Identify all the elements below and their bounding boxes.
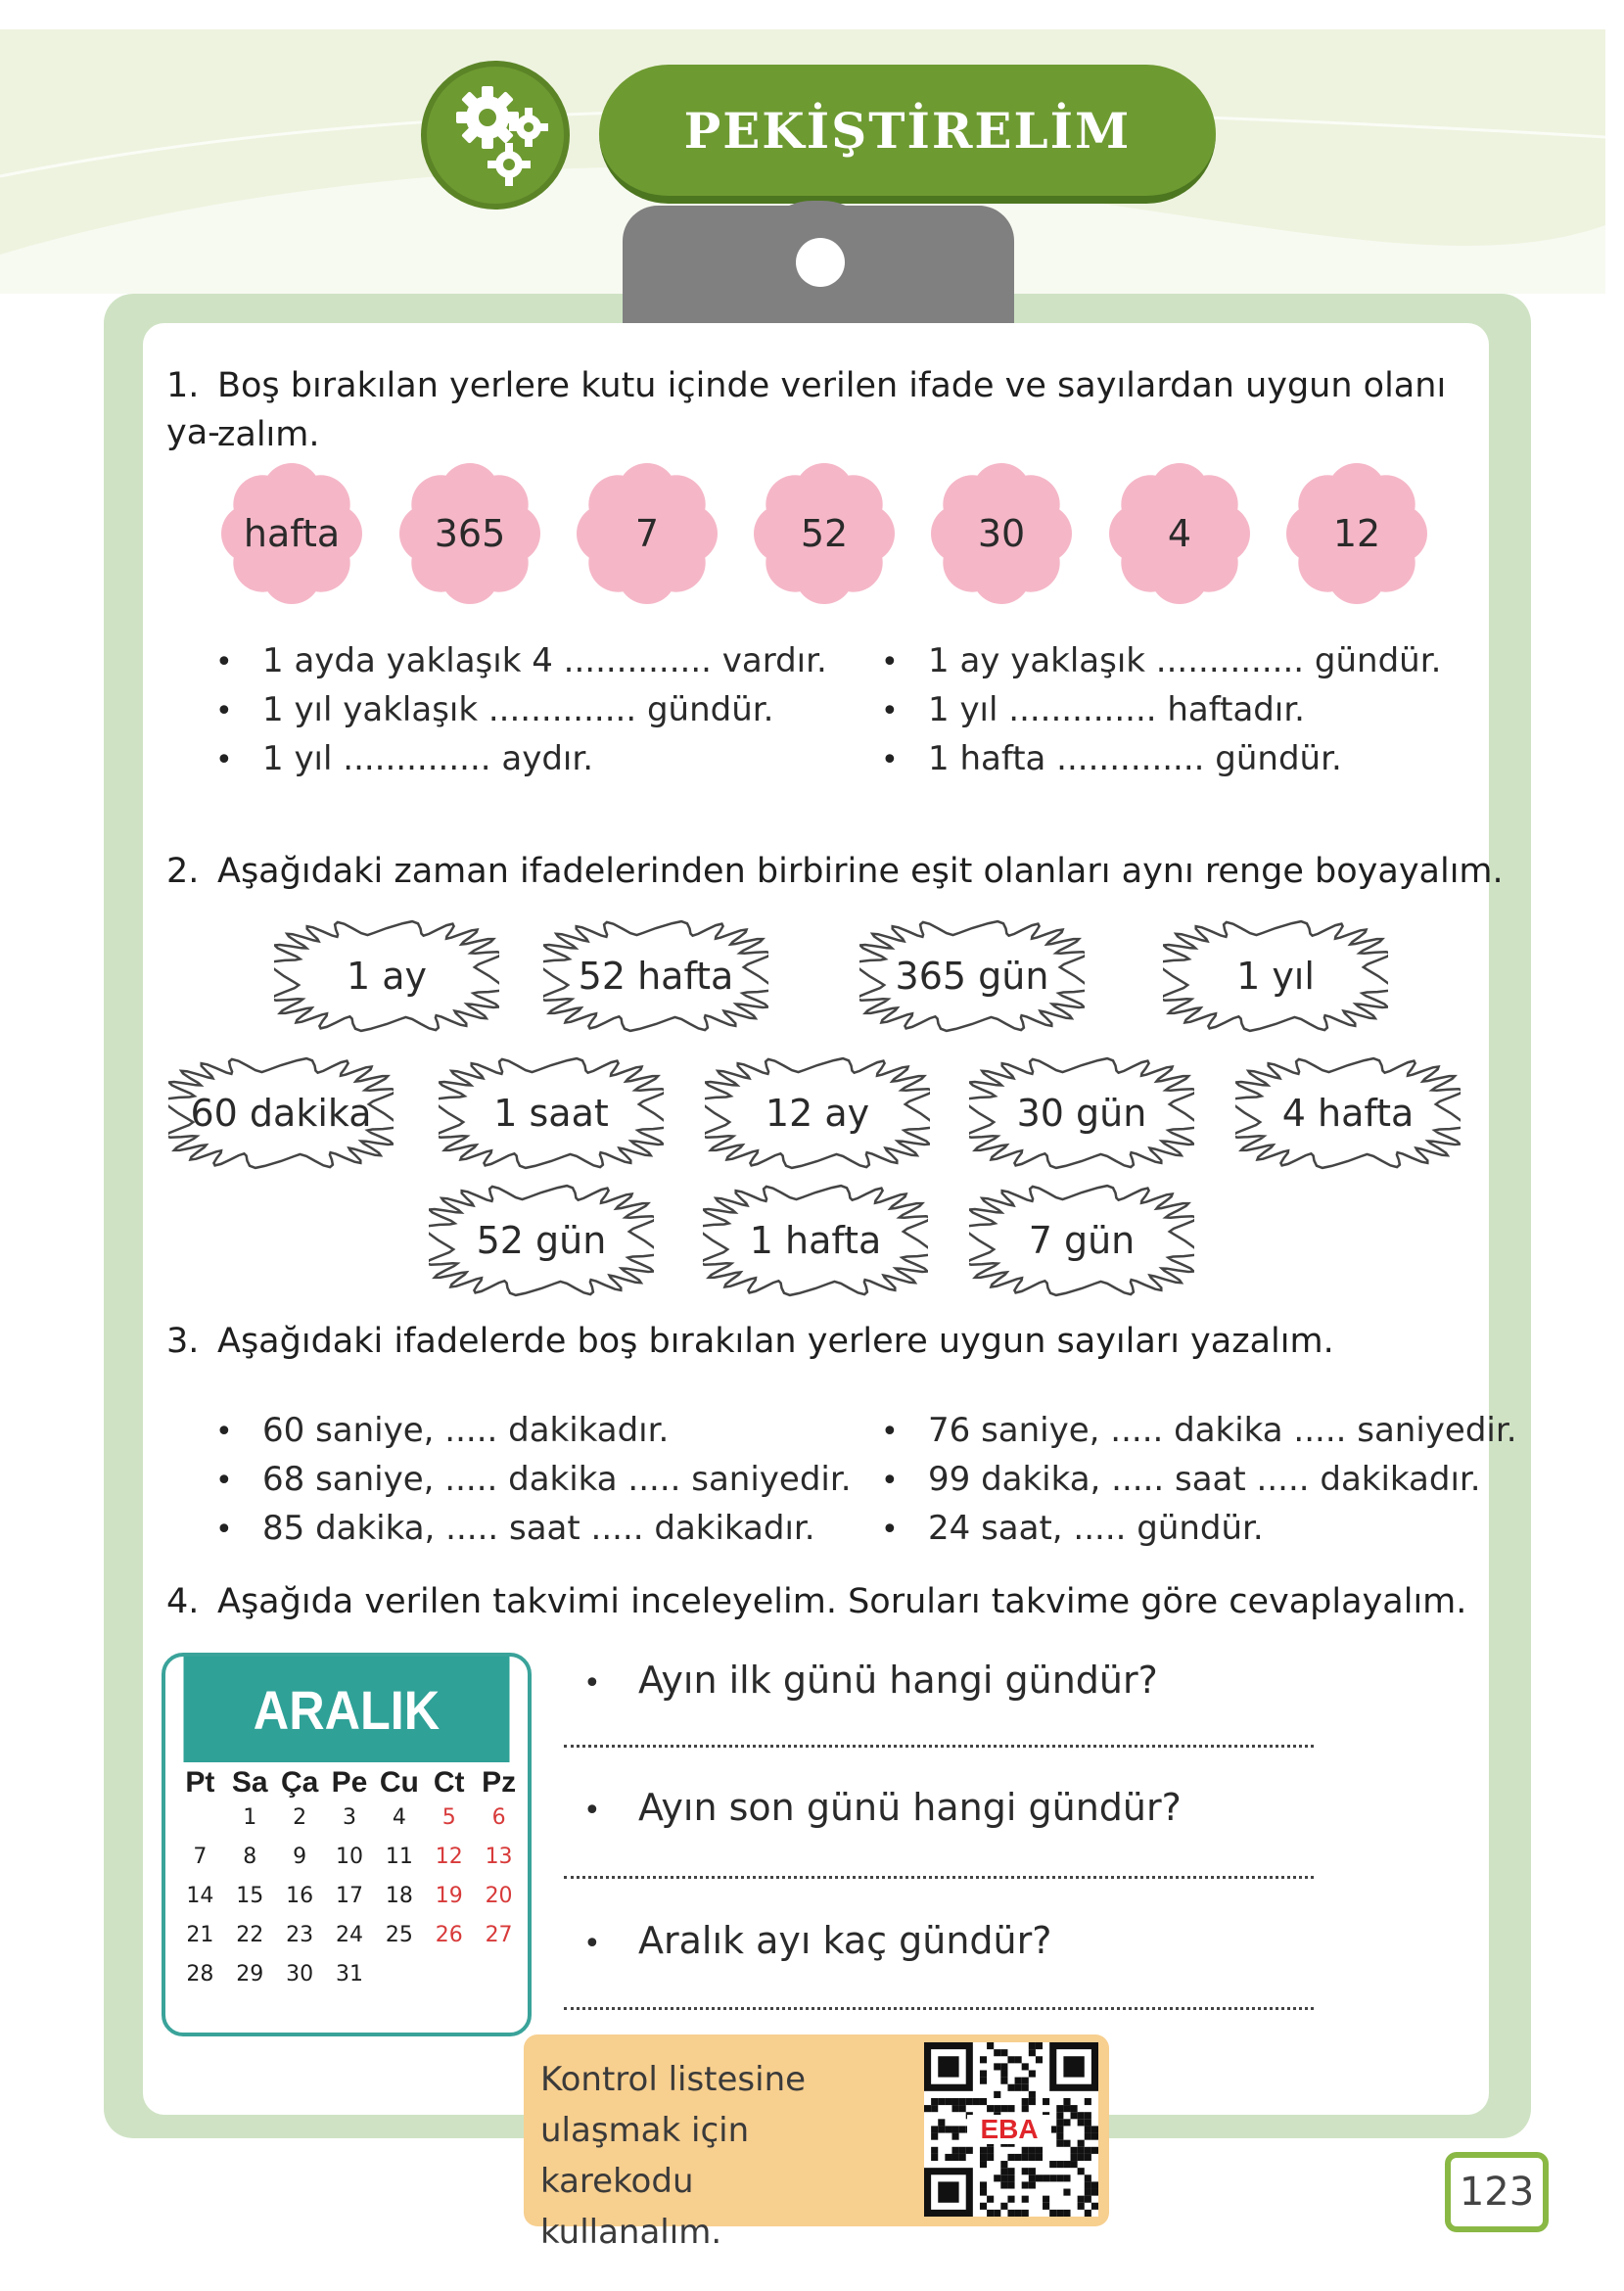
time-expression-cloud[interactable]	[274, 918, 499, 1034]
q4-question-2: • Ayın son günü hangi gündür?	[583, 1786, 1182, 1829]
q3-item-1: • 60 saniye, ..... dakikadır.	[215, 1411, 670, 1450]
calendar-dates	[175, 1805, 524, 2001]
calendar-date: 9	[293, 1845, 307, 1869]
calendar-date: 31	[335, 1962, 363, 1987]
time-expression-cloud[interactable]	[705, 1055, 930, 1171]
question-number: 3.	[166, 1322, 200, 1361]
time-expression-label: 1 saat	[493, 1092, 609, 1135]
time-expression-cloud[interactable]	[1235, 1055, 1461, 1171]
time-expression-cloud[interactable]	[439, 1055, 664, 1171]
answer-line-2[interactable]	[564, 1876, 1314, 1879]
question-1-continuation: zalım.	[217, 415, 320, 454]
time-expression-label: 60 dakika	[190, 1092, 372, 1135]
question-number: 1.	[166, 366, 200, 405]
time-expression-label: 30 gün	[1016, 1092, 1147, 1135]
time-expression-cloud[interactable]	[703, 1183, 928, 1298]
word-flower	[1106, 460, 1253, 607]
q4-question-3: • Aralık ayı kaç gündür?	[583, 1919, 1052, 1962]
word-flower-label: 365	[434, 512, 506, 555]
calendar-date: 27	[485, 1923, 513, 1947]
time-expression-cloud[interactable]	[543, 918, 768, 1034]
word-flower-label: 12	[1332, 512, 1381, 555]
word-flower	[1283, 460, 1430, 607]
q1-item-6: • 1 hafta .............. gündür.	[881, 739, 1342, 778]
q1-item-1: • 1 ayda yaklaşık 4 .............. vardır.	[215, 641, 827, 680]
calendar-date: 25	[385, 1923, 413, 1947]
calendar-weekday: Cu	[379, 1766, 419, 1799]
clipboard-clip-hole	[796, 238, 845, 287]
word-flower-label: hafta	[243, 512, 341, 555]
calendar-date: 21	[186, 1923, 214, 1947]
q4-question-1: • Ayın ilk günü hangi gündür?	[583, 1659, 1158, 1702]
question-text: Aşağıdaki ifadelerde boş bırakılan yerlere uygun sayıları yazalım.	[217, 1322, 1334, 1361]
question-text: Aşağıdaki zaman ifadelerinden birbirine eşit olanları aynı renge boyayalım.	[217, 852, 1504, 891]
time-expression-label: 52 gün	[476, 1219, 607, 1262]
calendar-date: 22	[236, 1923, 264, 1947]
time-expression-label: 4 hafta	[1281, 1092, 1415, 1135]
question-number: 2.	[166, 852, 200, 891]
q1-item-2: • 1 yıl yaklaşık .............. gündür.	[215, 690, 774, 729]
question-1	[166, 362, 1468, 456]
answer-line-3[interactable]	[564, 2007, 1314, 2010]
calendar-weekday: Ct	[433, 1766, 465, 1799]
q3-item-6: • 24 saat, ..... gündür.	[881, 1509, 1264, 1548]
calendar-weekdays	[175, 1766, 524, 1800]
calendar-date: 14	[186, 1884, 214, 1908]
calendar-date: 11	[385, 1845, 413, 1869]
calendar-date: 4	[392, 1805, 406, 1830]
time-expression-cloud[interactable]	[429, 1183, 654, 1298]
word-flower	[396, 460, 543, 607]
q1-item-4: • 1 ay yaklaşık .............. gündür.	[881, 641, 1442, 680]
qr-note-text: Kontrol listesine ulaşmak için karekodu kullanalım.	[540, 2060, 807, 2252]
time-expression-label: 52 hafta	[578, 955, 734, 998]
q3-item-4: • 76 saniye, ..... dakika ..... saniyedir.	[881, 1411, 1517, 1450]
time-expression-cloud[interactable]	[969, 1055, 1194, 1171]
calendar-date: 26	[435, 1923, 463, 1947]
calendar-date: 12	[435, 1845, 463, 1869]
gears-icon	[421, 61, 570, 210]
calendar-weekday: Pe	[331, 1766, 368, 1799]
time-expression-label: 365 gün	[895, 955, 1049, 998]
word-flower	[751, 460, 898, 607]
calendar-date: 29	[236, 1962, 264, 1987]
time-expression-label: 1 hafta	[749, 1219, 882, 1262]
time-expression-cloud[interactable]	[859, 918, 1085, 1034]
calendar-date: 30	[286, 1962, 314, 1987]
calendar-date: 18	[385, 1884, 413, 1908]
question-2	[166, 848, 1504, 895]
word-flower	[218, 460, 365, 607]
word-flower-label: 30	[977, 512, 1026, 555]
calendar-date: 28	[186, 1962, 214, 1987]
qr-code[interactable]	[924, 2042, 1098, 2217]
word-flower-label: 4	[1167, 512, 1192, 555]
question-number: 4.	[166, 1582, 200, 1621]
calendar-date	[175, 1805, 225, 1845]
calendar-date: 7	[193, 1845, 208, 1869]
page-title: PEKİŞTİRELİM	[599, 65, 1216, 204]
time-expression-cloud[interactable]	[969, 1183, 1194, 1298]
q1-item-3: • 1 yıl .............. aydır.	[215, 739, 594, 778]
question-4	[166, 1578, 1466, 1625]
calendar-date: 16	[286, 1884, 314, 1908]
question-text: Aşağıda verilen takvimi inceleyelim. Soruları takvime göre cevaplayalım.	[217, 1582, 1467, 1621]
word-flower	[928, 460, 1075, 607]
december-calendar	[162, 1653, 532, 2036]
answer-line-1[interactable]	[564, 1745, 1314, 1748]
calendar-date: 13	[485, 1845, 513, 1869]
calendar-month: ARALIK	[184, 1657, 510, 1762]
calendar-weekday: Pz	[482, 1766, 517, 1799]
time-expression-label: 1 ay	[346, 955, 428, 998]
calendar-date: 19	[435, 1884, 463, 1908]
q3-item-2: • 68 saniye, ..... dakika ..... saniyedir.	[215, 1460, 852, 1499]
calendar-date: 6	[491, 1805, 506, 1830]
time-expression-cloud[interactable]	[168, 1055, 394, 1171]
calendar-date: 8	[243, 1845, 257, 1869]
calendar-date: 3	[342, 1805, 356, 1830]
calendar-date: 20	[485, 1884, 513, 1908]
time-expression-label: 7 gün	[1028, 1219, 1136, 1262]
calendar-weekday: Ça	[280, 1766, 319, 1799]
calendar-date: 23	[286, 1923, 314, 1947]
page-number: 123	[1445, 2152, 1549, 2232]
question-text: Boş bırakılan yerlere kutu içinde verilen ifade ve sayılardan uygun olanı ya-	[166, 366, 1447, 452]
time-expression-cloud[interactable]	[1163, 918, 1388, 1034]
calendar-date: 1	[243, 1805, 257, 1830]
calendar-date: 10	[335, 1845, 363, 1869]
word-flower-label: 7	[634, 512, 660, 555]
calendar-date: 24	[335, 1923, 363, 1947]
q3-item-3: • 85 dakika, ..... saat ..... dakikadır.	[215, 1509, 815, 1548]
calendar-weekday: Pt	[185, 1766, 215, 1799]
word-flower-label: 52	[800, 512, 849, 555]
calendar-date: 5	[441, 1805, 456, 1830]
calendar-date: 17	[335, 1884, 363, 1908]
calendar-date	[374, 1962, 424, 2001]
calendar-date	[424, 1962, 474, 2001]
calendar-date: 15	[236, 1884, 264, 1908]
question-3	[166, 1318, 1334, 1365]
time-expression-label: 12 ay	[765, 1092, 870, 1135]
eba-logo: EBA	[980, 2114, 1039, 2144]
time-expression-label: 1 yıl	[1236, 955, 1315, 998]
word-flower	[574, 460, 720, 607]
calendar-date	[474, 1962, 524, 2001]
q1-item-5: • 1 yıl .............. haftadır.	[881, 690, 1305, 729]
calendar-date: 2	[293, 1805, 307, 1830]
q3-item-5: • 99 dakika, ..... saat ..... dakikadır.	[881, 1460, 1481, 1499]
calendar-weekday: Sa	[231, 1766, 268, 1799]
